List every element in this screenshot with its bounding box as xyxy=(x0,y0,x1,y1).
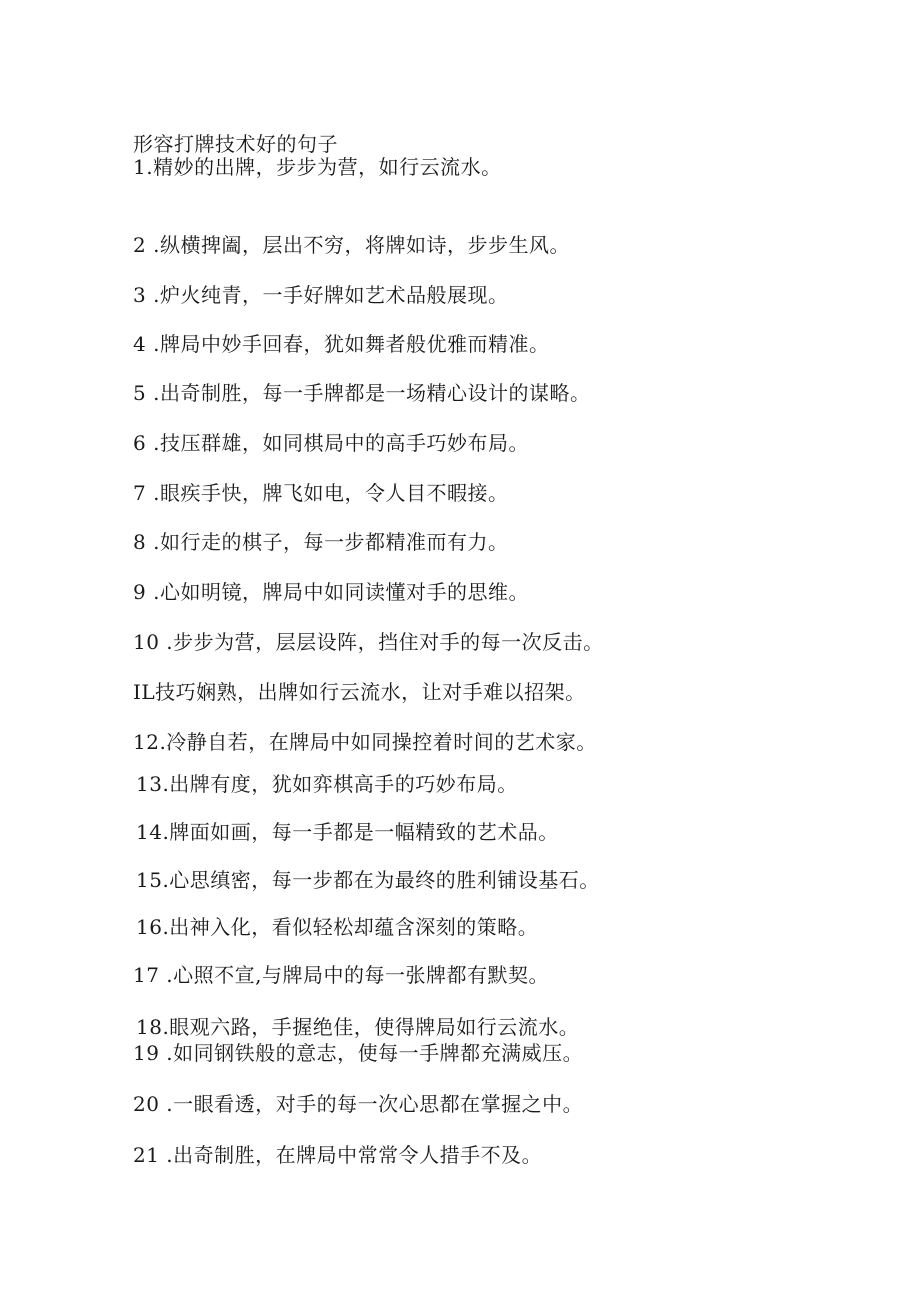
sentence-item: 16.出神入化，看似轻松却蕴含深刻的策略。 xyxy=(136,915,539,939)
document-title: 形容打牌技术好的句子 xyxy=(133,132,338,156)
sentence-item: 15.心思缜密，每一步都在为最终的胜利铺设基石。 xyxy=(136,868,600,892)
sentence-item: 3 .炉火纯青，一手好牌如艺术品般展现。 xyxy=(133,283,509,307)
sentence-item: 9 .心如明镜，牌局中如同读懂对手的思维。 xyxy=(133,580,529,604)
sentence-item: 7 .眼疾手快，牌飞如电，令人目不暇接。 xyxy=(133,481,509,505)
sentence-item: 8 .如行走的棋子，每一步都精准而有力。 xyxy=(133,530,509,554)
sentence-item: 1.精妙的出牌，步步为营，如行云流水。 xyxy=(133,155,502,179)
sentence-item: 13.出牌有度，犹如弈棋高手的巧妙布局。 xyxy=(136,772,518,796)
sentence-item: 17 .心照不宣,与牌局中的每一张牌都有默契。 xyxy=(133,963,550,987)
sentence-item: 5 .出奇制胜，每一手牌都是一场精心设计的谋略。 xyxy=(133,381,591,405)
sentence-item: 2 .纵横捭阖，层出不穷，将牌如诗，步步生风。 xyxy=(133,233,570,257)
sentence-item: 4 .牌局中妙手回春，犹如舞者般优雅而精准。 xyxy=(133,332,550,356)
sentence-item: 18.眼观六路，手握绝佳，使得牌局如行云流水。 xyxy=(136,1015,580,1039)
sentence-item: 14.牌面如画，每一手都是一幅精致的艺术品。 xyxy=(136,820,559,844)
sentence-item: 10 .步步为营，层层设阵，挡住对手的每一次反击。 xyxy=(133,630,604,654)
sentence-item: 19 .如同钢铁般的意志，使每一手牌都充满威压。 xyxy=(133,1041,584,1065)
sentence-item: 21 .出奇制胜，在牌局中常常令人措手不及。 xyxy=(133,1143,543,1167)
sentence-item: 6 .技压群雄，如同棋局中的高手巧妙布局。 xyxy=(133,431,529,455)
sentence-item: 20 .一眼看透，对手的每一次心思都在掌握之中。 xyxy=(133,1092,584,1116)
sentence-item: IL技巧娴熟，出牌如行云流水，让对手难以招架。 xyxy=(133,680,586,704)
sentence-item: 12.冷静自若，在牌局中如同操控着时间的艺术家。 xyxy=(133,730,597,754)
